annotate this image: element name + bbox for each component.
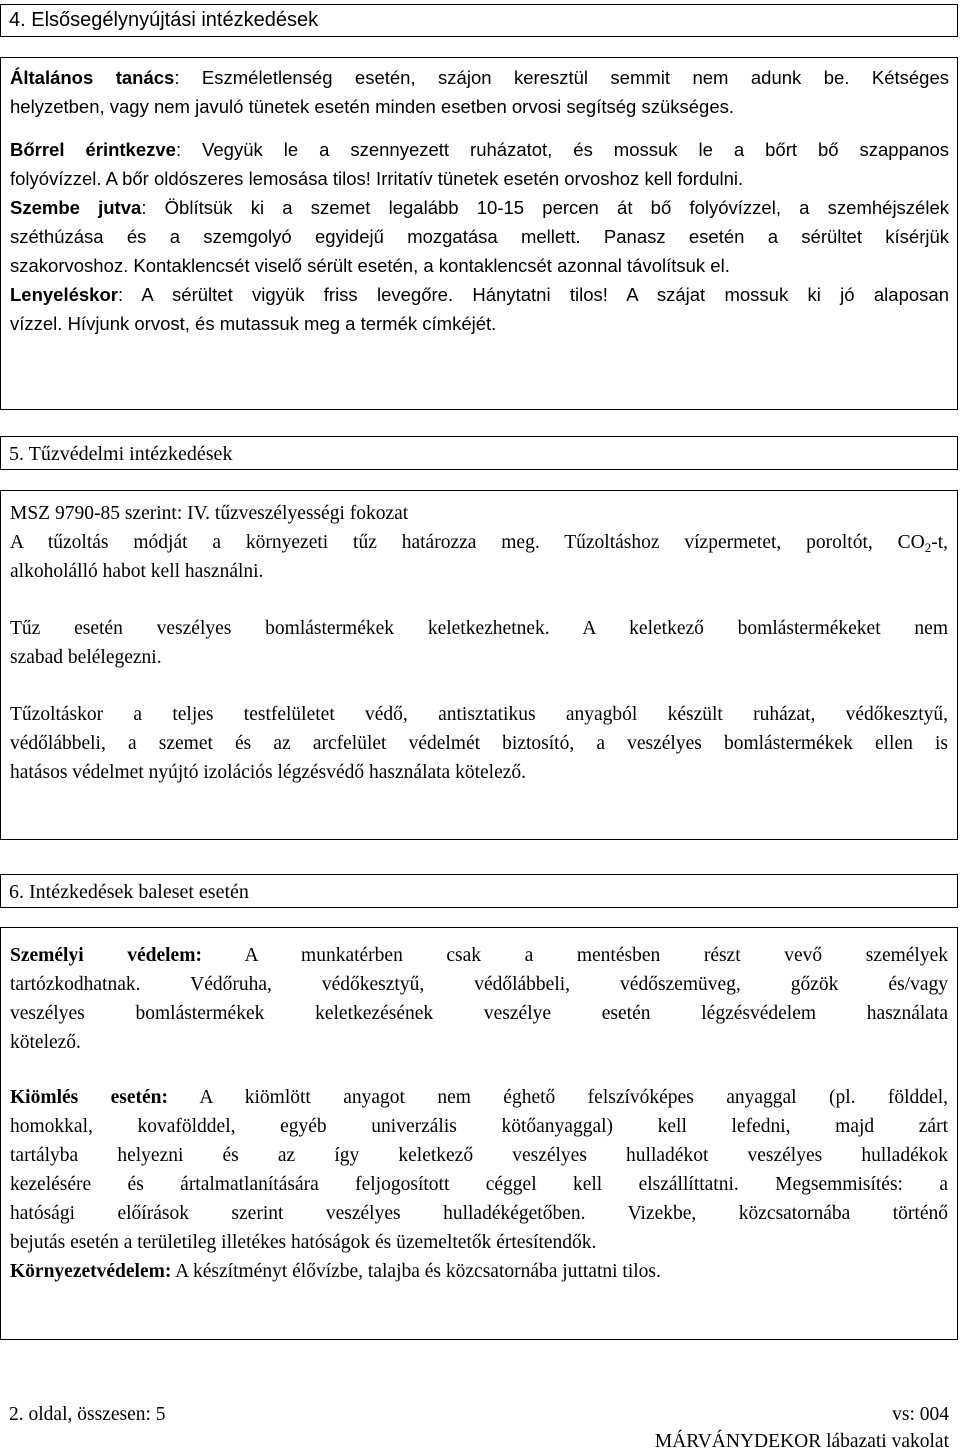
- personal-protection: Személyi védelem: A munkatérben csak a mentésben részt vevő személyek: [10, 945, 948, 966]
- general-advice-label: Általános tanács: [10, 67, 175, 88]
- version: vs: 004: [892, 1404, 949, 1425]
- general-advice: Általános tanács: Eszméletlenség esetén, szájon keresztül semmit nem adunk be. Kétséges: [10, 67, 949, 88]
- swallowing: Lenyeléskor: A sérültet vigyük friss levegőre. Hánytatni tilos! A szájat mossuk ki jó alaposan: [10, 284, 949, 305]
- environment-protection: Környezetvédelem: A készítményt élővízbe, talajba és közcsatornába juttatni tilos.: [10, 1261, 661, 1282]
- environment-protection-label: Környezetvédelem:: [10, 1261, 172, 1282]
- fire-decomposition: Tűz esetén veszélyes bomlástermékek keletkezhetnek. A keletkező bomlástermékeket nem: [10, 618, 948, 639]
- eye-contact: Szembe jutva: Öblítsük ki a szemet legalább 10-15 percen át bő folyóvízzel, a szemhéjszélek: [10, 197, 949, 218]
- fire-class: MSZ 9790-85 szerint: IV. tűzveszélyességi fokozat: [10, 503, 409, 524]
- section-5-title: 5. Tűzvédelmi intézkedések: [9, 443, 233, 465]
- footer: [9, 1400, 949, 1454]
- section-4-title: 4. Elsősegélynyújtási intézkedések: [9, 9, 319, 31]
- swallowing-label: Lenyeléskor: [10, 284, 118, 305]
- fire-method: A tűzoltás módját a környezeti tűz határozza meg. Tűzoltáshoz vízpermetet, poroltót, $CO_2-t$,: [10, 532, 948, 555]
- section-6-header: [0, 874, 958, 908]
- personal-protection-label: Személyi védelem:: [10, 945, 202, 966]
- skin-contact: Bőrrel érintkezve: Vegyük le a szennyezett ruházatot, és mossuk le a bőrt bő szappanos: [10, 139, 949, 160]
- section-5-body: MSZ 9790-85 szerint: IV. tűzveszélyességi fokozat A tűzoltás módját a környezeti tűz határozza meg. Tűzoltáshoz vízpermetet, poroltót, $CO_2-t$, alkoholálló habot kell használni. Tűz esetén veszélyes bomlástermékek keletkezhetnek. A keletkező bomlástermékeket nem szabad belélegezni. Tűzoltáskor a teljes testfelületet védő, antisztatikus anyagból készült ruházat, védőkesztyű, védőlábbeli, a szemet és az arcfelület védelmét biztosító, a veszélyes bomlástermékek ellen is hatásos védelmet nyújtó izolációs légzésvédő használata kötelező.: [0, 490, 958, 840]
- section-4-header: [0, 4, 958, 37]
- spill-handling-label: Kiömlés esetén:: [10, 1087, 169, 1108]
- section-6-title: 6. Intézkedések baleset esetén: [9, 881, 249, 903]
- spill-handling: Kiömlés esetén: A kiömlött anyagot nem éghető felszívóképes anyaggal (pl. földdel,: [10, 1087, 948, 1108]
- product-name: MÁRVÁNYDEKOR lábazati vakolat: [654, 1431, 949, 1452]
- eye-contact-label: Szembe jutva: [10, 197, 142, 218]
- section-5-header: [0, 436, 958, 470]
- page-number: 2. oldal, összesen: 5: [9, 1404, 166, 1425]
- section-4-body: Általános tanács: Eszméletlenség esetén, szájon keresztül semmit nem adunk be. Kétséges helyzetben, vagy nem javuló tünetek esetén minden esetben orvosi segítség szükséges. Bőrrel érintkezve: Vegyük le a szennyezett ruházatot, és mossuk le a bőrt bő szappanos folyóvízzel. A bőr oldószeres lemosása tilos! Irritatív tünetek esetén orvoshoz kell fordulni. Szembe jutva: Öblítsük ki a szemet legalább 10-15 percen át bő folyóvízzel, a szemhéjszélek széthúzása és a szemgolyó egyidejű mozgatása mellett. Panasz esetén a sérültet kísérjük szakorvoshoz. Kontaklencsét viselő sérült esetén, a kontaklencsét azonnal távolítsuk el. Lenyeléskor: A sérültet vigyük friss levegőre. Hánytatni tilos! A szájat mossuk ki jó alaposan vízzel. Hívjunk orvost, és mutassuk meg a termék címkéjét.: [0, 57, 958, 410]
- fire-protection: Tűzoltáskor a teljes testfelületet védő, antisztatikus anyagból készült ruházat, védőkesztyű,: [10, 704, 948, 725]
- section-6-body: Személyi védelem: A munkatérben csak a mentésben részt vevő személyek tartózkodhatnak. Védőruha, védőkesztyű, védőlábbeli, védőszemüveg, gőzök és/vagy veszélyes bomlástermékek keletkezésének veszélye esetén légzésvédelem használata kötelező. Kiömlés esetén: A kiömlött anyagot nem éghető felszívóképes anyaggal (pl. földdel, homokkal, kovafölddel, egyéb univerzális kötőanyaggal) kell lefedni, majd zárt tartályba helyezni és az így keletkező veszélyes hulladékot veszélyes hulladékok kezelésére és ártalmatlanítására feljogosított céggel kell elszállíttatni. Megsemmisítés: a hatósági előírások szerint veszélyes hulladékégetőben. Vizekbe, közcsatornába történő bejutás esetén a területileg illetékes hatóságok és üzemeltetők értesítendők. Környezetvédelem: A készítményt élővízbe, talajba és közcsatornába juttatni tilos.: [0, 927, 958, 1340]
- skin-contact-label: Bőrrel érintkezve: [10, 139, 176, 160]
